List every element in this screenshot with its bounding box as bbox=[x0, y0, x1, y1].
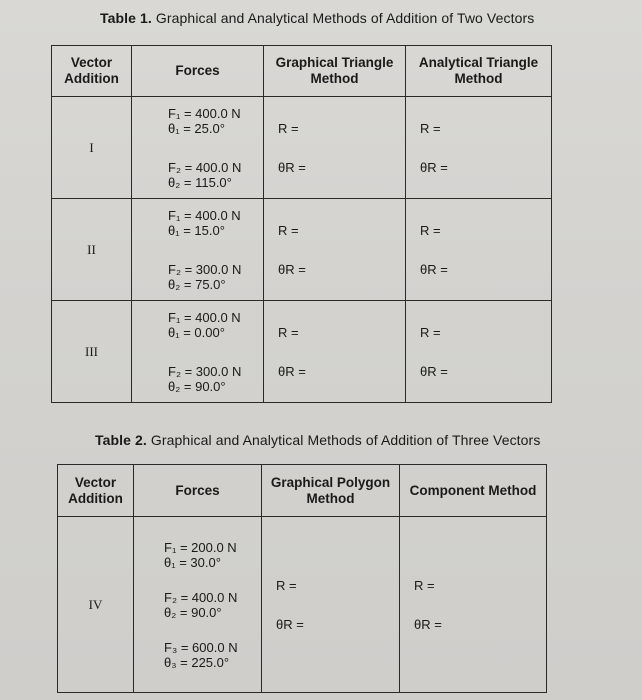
force-3: F₃ = 600.0 N bbox=[164, 639, 238, 655]
table2-header-row bbox=[58, 465, 547, 517]
row-label: III bbox=[52, 301, 132, 403]
resultant-angle-label: θR = bbox=[420, 261, 448, 277]
table1-caption-label: Table 1. bbox=[100, 10, 152, 26]
header-analytical-triangle: Analytical Triangle Method bbox=[406, 46, 552, 97]
header-forces: Forces bbox=[132, 46, 264, 97]
resultant-label: R = bbox=[420, 120, 441, 136]
angle-1: θ₁ = 15.0° bbox=[168, 222, 225, 238]
header-graphical-triangle: Graphical Triangle Method bbox=[264, 46, 406, 97]
angle-2: θ₂ = 90.0° bbox=[164, 604, 222, 620]
header-vector-addition: Vector Addition bbox=[58, 465, 134, 517]
table2-caption bbox=[95, 432, 540, 448]
row-label: II bbox=[52, 199, 132, 301]
force-1: F₁ = 400.0 N bbox=[168, 207, 241, 223]
table1-caption bbox=[100, 10, 534, 26]
header-graphical-polygon: Graphical Polygon Method bbox=[262, 465, 400, 517]
angle-1: θ₁ = 30.0° bbox=[164, 554, 221, 570]
force-1: F₁ = 400.0 N bbox=[168, 309, 241, 325]
table2-caption-label: Table 2. bbox=[95, 432, 147, 448]
analytical-result-cell bbox=[406, 199, 552, 301]
graphical-result-cell bbox=[264, 97, 406, 199]
resultant-label: R = bbox=[420, 222, 441, 238]
resultant-label: R = bbox=[414, 577, 435, 593]
resultant-angle-label: θR = bbox=[276, 616, 304, 632]
angle-2: θ₂ = 75.0° bbox=[168, 276, 226, 292]
header-forces: Forces bbox=[134, 465, 262, 517]
graphical-result-cell bbox=[262, 517, 400, 693]
resultant-angle-label: θR = bbox=[278, 363, 306, 379]
header-vector-addition: Vector Addition bbox=[52, 46, 132, 97]
angle-2: θ₂ = 115.0° bbox=[168, 174, 232, 190]
resultant-angle-label: θR = bbox=[278, 159, 306, 175]
angle-2: θ₂ = 90.0° bbox=[168, 378, 226, 394]
force-2: F₂ = 300.0 N bbox=[168, 363, 242, 379]
table-row bbox=[52, 301, 552, 403]
angle-1: θ₁ = 25.0° bbox=[168, 120, 225, 136]
table2 bbox=[57, 464, 547, 693]
row-label: IV bbox=[58, 517, 134, 693]
table1-caption-text: Graphical and Analytical Methods of Addition of Two Vectors bbox=[155, 10, 535, 26]
resultant-label: R = bbox=[278, 324, 299, 340]
forces-cell bbox=[134, 517, 262, 693]
force-2: F₂ = 300.0 N bbox=[168, 261, 242, 277]
table1-header-row bbox=[52, 46, 552, 97]
table2-caption-text: Graphical and Analytical Methods of Addition of Three Vectors bbox=[150, 432, 541, 448]
force-1: F₁ = 200.0 N bbox=[164, 539, 237, 555]
table-row bbox=[52, 199, 552, 301]
resultant-angle-label: θR = bbox=[420, 159, 448, 175]
component-result-cell bbox=[400, 517, 547, 693]
analytical-result-cell bbox=[406, 97, 552, 199]
table-row bbox=[58, 517, 547, 693]
table-row bbox=[52, 97, 552, 199]
header-component-method: Component Method bbox=[400, 465, 547, 517]
force-2: F₂ = 400.0 N bbox=[164, 589, 238, 605]
table1 bbox=[51, 45, 552, 403]
resultant-label: R = bbox=[420, 324, 441, 340]
resultant-angle-label: θR = bbox=[278, 261, 306, 277]
resultant-angle-label: θR = bbox=[420, 363, 448, 379]
resultant-label: R = bbox=[276, 577, 297, 593]
angle-1: θ₁ = 0.00° bbox=[168, 324, 225, 340]
resultant-label: R = bbox=[278, 222, 299, 238]
forces-cell bbox=[132, 199, 264, 301]
graphical-result-cell bbox=[264, 199, 406, 301]
angle-3: θ₃ = 225.0° bbox=[164, 654, 230, 670]
graphical-result-cell bbox=[264, 301, 406, 403]
forces-cell bbox=[132, 301, 264, 403]
row-label: I bbox=[52, 97, 132, 199]
resultant-angle-label: θR = bbox=[414, 616, 442, 632]
force-2: F₂ = 400.0 N bbox=[168, 159, 242, 175]
resultant-label: R = bbox=[278, 120, 299, 136]
force-1: F₁ = 400.0 N bbox=[168, 105, 241, 121]
analytical-result-cell bbox=[406, 301, 552, 403]
forces-cell bbox=[132, 97, 264, 199]
